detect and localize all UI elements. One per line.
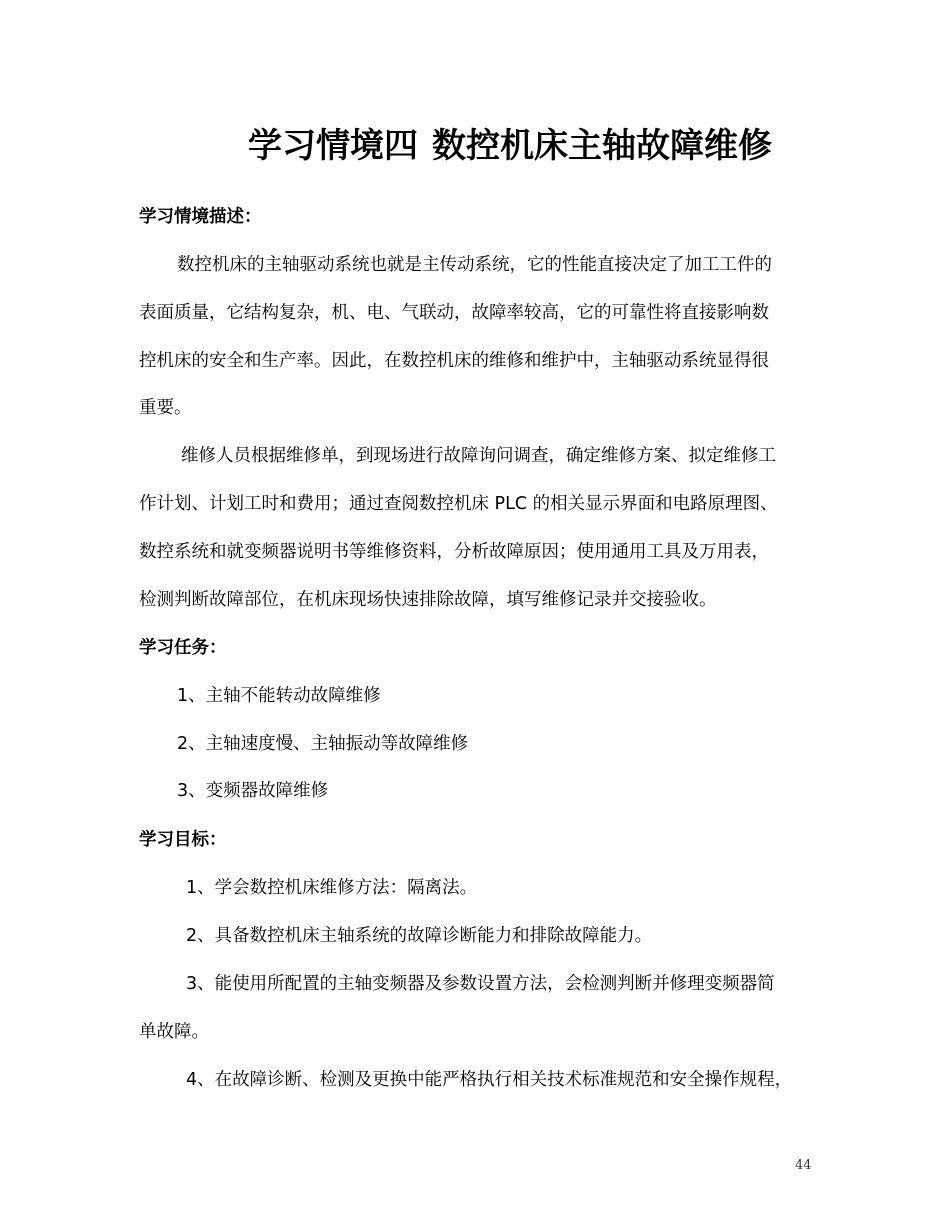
description-line: 数控机床的主轴驱动系统也就是主传动系统，它的性能直接决定了加工工件的 [177,255,772,275]
goal-line: 单故障。 [139,1022,209,1042]
description-heading: 学习情境描述： [139,207,262,227]
description-line: 数控系统和就变频器说明书等维修资料，分析故障原因；使用通用工具及万用表， [139,542,769,562]
title-part-2: 数控机床主轴故障维修 [432,126,772,166]
description-line: 表面质量，它结构复杂，机、电、气联动，故障率较高，它的可靠性将直接影响数 [139,303,769,323]
goal-line: 1、学会数控机床维修方法：隔离法。 [186,878,478,898]
task-item: 3、变频器故障维修 [177,781,329,801]
tasks-heading: 学习任务： [139,638,227,658]
task-item: 2、主轴速度慢、主轴振动等故障维修 [177,734,469,754]
description-line: 作计划、计划工时和费用；通过查阅数控机床 PLC 的相关显示界面和电路原理图、 [139,494,778,514]
goal-line: 3、能使用所配置的主轴变频器及参数设置方法，会检测判断并修理变频器简 [186,974,775,994]
description-line: 维修人员根据维修单，到现场进行故障询问调查，确定维修方案、拟定维修工 [181,446,776,466]
title-part-1: 学习情境四 [248,126,418,166]
description-line: 检测判断故障部位，在机床现场快速排除故障，填写维修记录并交接验收。 [139,590,717,610]
page-title [248,118,772,167]
goal-line: 4、在故障诊断、检测及更换中能严格执行相关技术标准规范和安全操作规程， [186,1070,793,1090]
goal-line: 2、具备数控机床主轴系统的故障诊断能力和排除故障能力。 [186,926,653,946]
task-item: 1、主轴不能转动故障维修 [177,686,381,706]
goals-heading: 学习目标： [139,830,227,850]
description-line: 重要。 [139,398,192,418]
description-line: 控机床的安全和生产率。因此，在数控机床的维修和维护中，主轴驱动系统显得很 [139,351,769,371]
page-number: 44 [795,1158,812,1173]
